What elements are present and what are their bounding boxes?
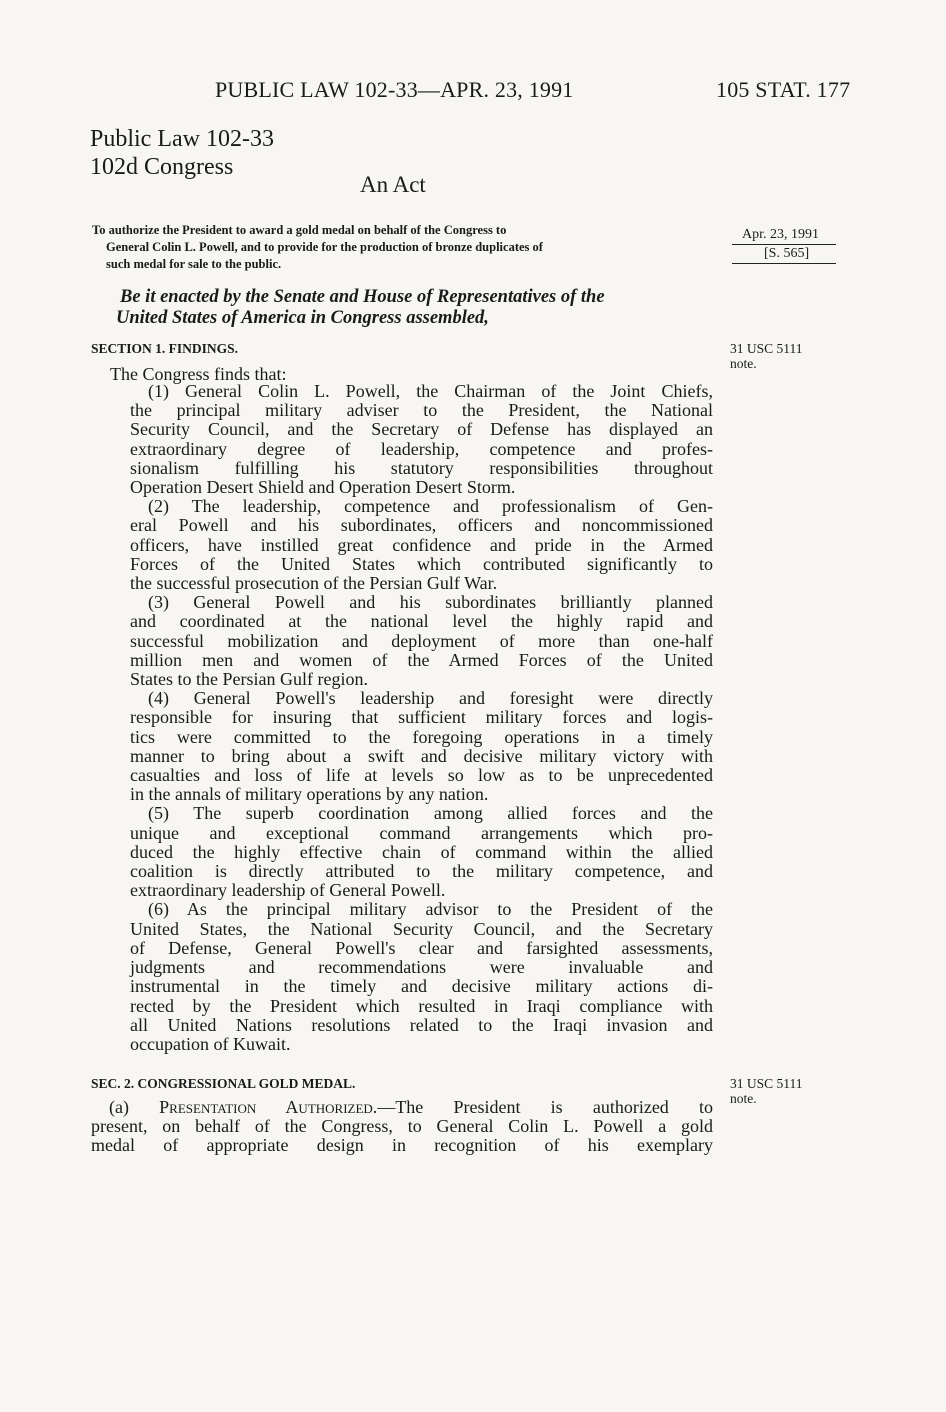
finding-line: (1) General Colin L. Powell, the Chairman of the Joint Chiefs, — [148, 381, 713, 401]
margin-rule — [732, 263, 836, 264]
finding-line: successful mobilization and deployment of more than one-half — [130, 630, 713, 651]
finding-line: United States, the National Security Council, and the Secretary — [130, 918, 713, 939]
margin-note-label: note. — [730, 356, 757, 371]
finding-line: (2) The leadership, competence and professionalism of Gen- — [148, 496, 713, 517]
subsection-a-line: present, on behalf of the Congress, to General Colin L. Powell a gold — [91, 1116, 713, 1137]
finding-line: casualties and loss of life at levels so low as to be unprecedented — [130, 765, 713, 786]
finding-line: occupation of Kuwait. — [130, 1033, 291, 1054]
section-2-heading: SEC. 2. CONGRESSIONAL GOLD MEDAL. — [91, 1076, 356, 1091]
findings-intro: The Congress finds that: — [110, 364, 287, 384]
long-title-line: such medal for sale to the public. — [106, 257, 282, 271]
finding-line: manner to bring about a swift and decisive military victory with — [130, 745, 713, 766]
finding-line: eral Powell and his subordinates, officers and noncommissioned — [130, 515, 713, 536]
enacting-clause — [116, 287, 716, 329]
margin-note-citation: 31 USC 5111 — [730, 341, 803, 356]
section-1-heading: SECTION 1. FINDINGS. — [91, 341, 239, 356]
finding-line: duced the highly effective chain of command within the allied — [130, 841, 713, 862]
running-head-left: PUBLIC LAW 102-33—APR. 23, 1991 — [215, 77, 574, 102]
finding-line: Security Council, and the Secretary of Defense has displayed an — [130, 419, 713, 440]
margin-note-label: note. — [730, 1091, 757, 1106]
finding-line: (3) General Powell and his subordinates brilliantly planned — [148, 592, 713, 613]
margin-note-2 — [730, 1076, 803, 1106]
subsection-a-label: (a) — [109, 1097, 160, 1117]
long-title-line: General Colin L. Powell, and to provide for the production of bronze duplicates of — [106, 240, 543, 254]
enacting-clause-line: United States of America in Congress assembled, — [116, 308, 489, 328]
finding-line: judgments and recommendations were invaluable and — [130, 957, 713, 978]
finding-line: all United Nations resolutions related to the Iraqi invasion and — [130, 1014, 713, 1035]
finding-line: in the annals of military operations by any nation. — [130, 784, 489, 805]
finding-line: responsible for insuring that sufficient military forces and logis- — [130, 707, 713, 728]
finding-line: extraordinary degree of leadership, competence and profes- — [130, 438, 713, 459]
finding-line: extraordinary leadership of General Powell. — [130, 880, 446, 901]
margin-bill-number: [S. 565] — [764, 246, 810, 261]
finding-line: the principal military adviser to the President, the National — [130, 400, 713, 421]
finding-line: States to the Persian Gulf region. — [130, 669, 368, 690]
finding-line: and coordinated at the national level the highly rapid and — [130, 611, 713, 632]
finding-line: sionalism fulfilling his statutory responsibilities throughout — [130, 457, 713, 478]
finding-line: tics were committed to the foregoing operations in a timely — [130, 726, 713, 747]
margin-note-citation: 31 USC 5111 — [730, 1076, 803, 1091]
law-number: Public Law 102-33 — [90, 126, 274, 152]
section-2-subsection-a — [91, 1098, 713, 1156]
margin-note-1 — [730, 341, 803, 371]
long-title — [92, 222, 714, 273]
finding-line: Operation Desert Shield and Operation Desert Storm. — [130, 477, 516, 498]
finding-line: rected by the President which resulted in Iraqi compliance with — [130, 995, 713, 1016]
finding-line: (4) General Powell's leadership and foresight were directly — [148, 688, 713, 709]
finding-line: officers, have instilled great confidence and pride in the Armed — [130, 534, 713, 555]
running-head-right: 105 STAT. 177 — [716, 77, 851, 102]
finding-line: (5) The superb coordination among allied forces and the — [148, 803, 713, 824]
subsection-a-text: —The President is authorized to — [377, 1097, 713, 1117]
subsection-a-line: medal of appropriate design in recognition of his exemplary — [91, 1135, 713, 1156]
finding-line: unique and exceptional command arrangements which pro- — [130, 822, 713, 843]
long-title-line: To authorize the President to award a gold medal on behalf of the Congress to — [92, 223, 507, 237]
margin-date: Apr. 23, 1991 — [742, 227, 819, 242]
finding-line: (6) As the principal military advisor to the President of the — [148, 899, 713, 920]
findings-body — [130, 382, 713, 1054]
enacting-clause-line: Be it enacted by the Senate and House of Representatives of the — [120, 287, 605, 307]
finding-line: Forces of the United States which contributed significantly to — [130, 553, 713, 574]
subsection-a-first-line — [91, 1098, 713, 1117]
act-title: An Act — [360, 172, 426, 197]
finding-line: million men and women of the Armed Forces of the United — [130, 649, 713, 670]
congress-number: 102d Congress — [90, 154, 234, 180]
finding-line: instrumental in the timely and decisive military actions di- — [130, 976, 713, 997]
finding-line: coalition is directly attributed to the military competence, and — [130, 861, 713, 882]
finding-line: of Defense, General Powell's clear and farsighted assessments, — [130, 937, 713, 958]
margin-rule — [732, 244, 836, 245]
subsection-a-heading: Presentation Authorized. — [159, 1097, 378, 1117]
finding-line: the successful prosecution of the Persian Gulf War. — [130, 573, 498, 594]
